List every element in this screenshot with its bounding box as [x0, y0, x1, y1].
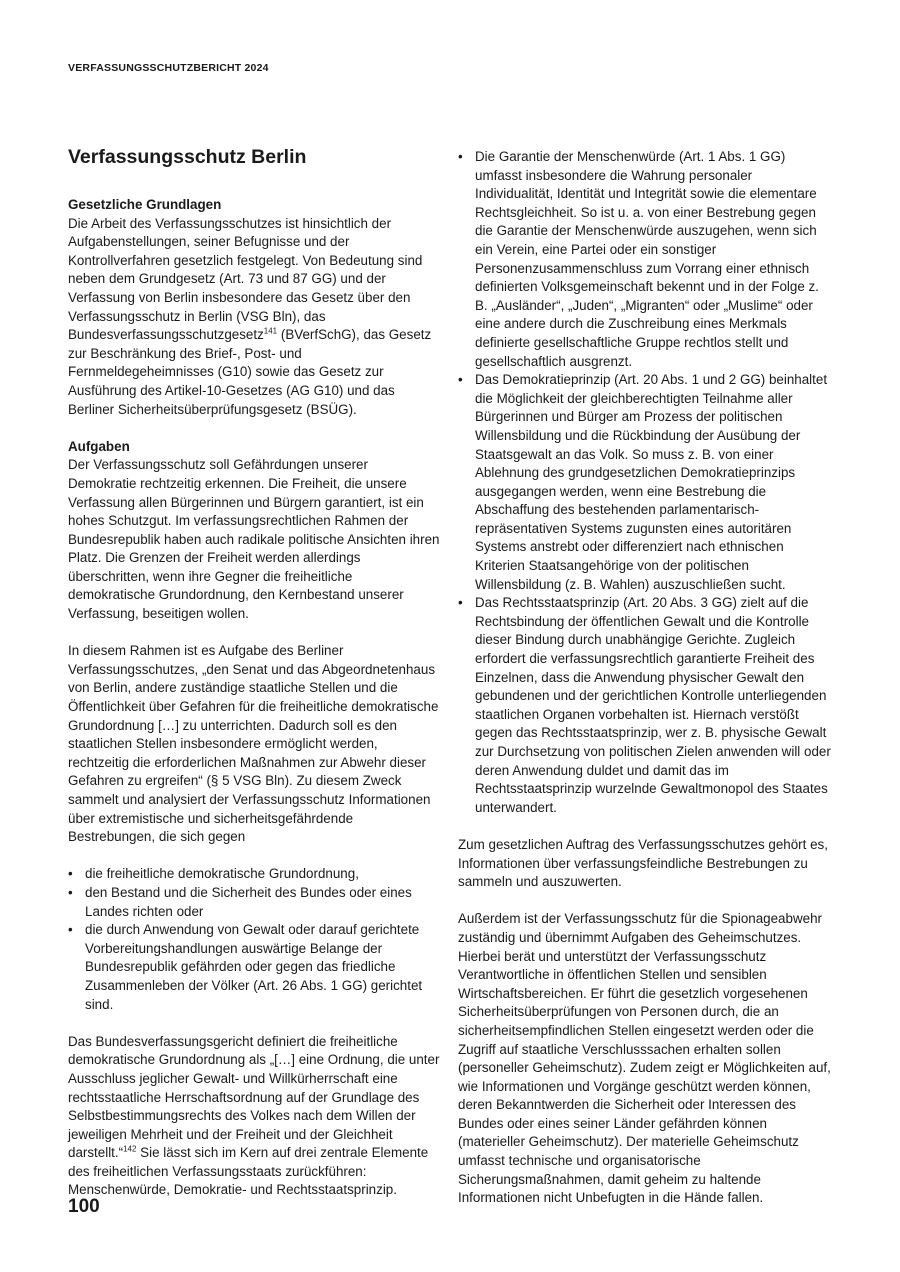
- footnote-ref-141[interactable]: 141: [263, 326, 278, 336]
- paragraph-grundlagen-part-a: Die Arbeit des Verfassungsschutzes ist hinsichtlich der Aufgabenstellungen, seiner Befugnisse und der Kontrollverfahren gesetzlich festgelegt. Von Bedeutung sind neben dem Grundgesetz (Art. 73 und 87 GG) und der Verfassung von Berlin insbesondere das Gesetz über den Verfassungsschutz in Berlin (VSG Bln), das Bundesverfassungsschutzgesetz: [68, 215, 423, 343]
- bullet-list-prinzipien: [458, 148, 834, 817]
- paragraph-aufgaben-1: Der Verfassungsschutz soll Gefährdungen unserer Demokratie rechtzeitig erkennen. Die Freiheit, die unsere Verfassung allen Bürgerinnen und Bürgern garantiert, ist ein hohes Schutzgut. Im verfassungsrechtlichen Rahmen der Bundesrepublik haben auch radikale politische Ansichten ihren Platz. Die Grenzen der Freiheit werden allerdings überschritten, wenn ihre Gegner die freiheitliche demokratische Grundordnung, den Kernbestand unserer Verfassung, beseitigen wollen.: [68, 457, 440, 622]
- paragraph-aufgaben-3-part-a: Das Bundesverfassungsgericht definiert die freiheitliche demokratische Grundordnung als „[…] eine Ordnung, die unter Ausschluss jeglicher Gewalt- und Willkürherrschaft eine rechtsstaatliche Herrschaftsordnung auf der Grundlage des Selbstbestimmungsrechts des Volkes nach dem Willen der jeweiligen Mehrheit und der Freiheit und der Gleichheit darstellt.“: [68, 1033, 440, 1161]
- page-title: Verfassungsschutz Berlin: [68, 146, 307, 168]
- list-item-menschenwuerde: • Die Garantie der Menschenwürde (Art. 1 Abs. 1 GG) umfasst insbesondere die Wahrung personaler Individualität, Identität und Integrität sowie die elementare Rechtsgleichheit. So ist u. a. von einer Bestrebung gegen die Garantie der Menschenwürde auszugehen, wenn sich ein Verein, eine Partei oder ein sonstiger Personenzusammenschluss zum Vorrang einer ethnisch definierten Volksgemeinschaft bekennt und in der Folge z. B. „Ausländer“, „Juden“, „Migranten“ oder „Muslime“ oder eine andere durch die Zuschreibung eines Merkmals definierte gesellschaftliche Gruppe rechtlos stellt und gesellschaftlich ausgrenzt.: [458, 148, 834, 371]
- running-header: VERFASSUNGSSCHUTZBERICHT 2024: [68, 62, 269, 74]
- list-item: • die freiheitliche demokratische Grundordnung,: [68, 865, 440, 884]
- heading-gesetzliche-grundlagen: Gesetzliche Grundlagen: [68, 197, 222, 212]
- paragraph-aufgaben-3: [68, 1033, 440, 1200]
- footnote-ref-142[interactable]: 142: [123, 1144, 137, 1154]
- right-column: [458, 144, 834, 1226]
- list-item-rechtsstaatsprinzip: • Das Rechtsstaatsprinzip (Art. 20 Abs. 3 GG) zielt auf die Rechtsbindung der öffentlichen Gewalt und die Kontrolle dieser Bindung durch unabhängige Gerichte. Zugleich erfordert die verfassungsrechtlich garantierte Freiheit des Einzelnen, dass die Anwendung physischer Gewalt den gebundenen und der gerichtlichen Kontrolle unterliegenden staatlichen Organen vorbehalten ist. Hiernach verstößt gegen das Rechtsstaatsprinzip, wer z. B. physische Gewalt zur Durchsetzung von politischen Zielen anwenden will oder deren Anwendung duldet und damit das im Rechtsstaatsprinzip wurzelnde Gewaltmonopol des Staates unterwandert.: [458, 594, 834, 817]
- list-item: • den Bestand und die Sicherheit des Bundes oder eines Landes richten oder: [68, 884, 440, 921]
- paragraph-spionageabwehr: Außerdem ist der Verfassungsschutz für die Spionageabwehr zuständig und übernimmt Aufgaben des Geheimschutzes. Hierbei berät und unterstützt der Verfassungsschutz Verantwortliche in öffentlichen Stellen und sensiblen Wirtschaftsbereichen. Er führt die gesetzlich vorgesehenen Sicherheitsüberprüfungen von Personen durch, die an sicherheitsempfindlichen Stellen eingesetzt werden oder die Zugriff auf staatliche Verschlusssachen erhalten sollen (personeller Geheimschutz). Zudem zeigt er Möglichkeiten auf, wie Informationen und Vorgänge geschützt werden können, deren Bekanntwerden die Sicherheit oder Interessen des Bundes oder eines seiner Länder gefährden können (materieller Geheimschutz). Der materielle Geheimschutz umfasst technische und organisatorische Sicherungsmaßnahmen, damit geheim zu haltende Informationen nicht Unbefugten in die Hände fallen.: [458, 911, 831, 1206]
- list-item: • die durch Anwendung von Gewalt oder darauf gerichtete Vorbereitungshandlungen auswärtige Belange der Bundesrepublik gefährden oder gegen das friedliche Zusammenleben der Völker (Art. 26 Abs. 1 GG) gerichtet sind.: [68, 921, 440, 1014]
- list-item-demokratieprinzip: • Das Demokratieprinzip (Art. 20 Abs. 1 und 2 GG) beinhaltet die Möglichkeit der gleichberechtigten Teilnahme aller Bürgerinnen und Bürger am Prozess der politischen Willensbildung und die Rückbindung der Ausübung der Staatsgewalt an das Volk. So muss z. B. von einer Ablehnung des grundgesetzlichen Demokratieprinzips ausgegangen werden, wenn eine Bestrebung die Abschaffung des bestehenden parlamentarisch-repräsentativen Systems zugunsten eines autoritären Systems anstrebt oder differenziert nach ethnischen Kriterien Staatsangehörige von der politischen Willensbildung (z. B. Wahlen) auszuschließen sucht.: [458, 371, 834, 594]
- paragraph-auftrag: Zum gesetzlichen Auftrag des Verfassungsschutzes gehört es, Informationen über verfassungsfeindliche Bestrebungen zu sammeln und auszuwerten.: [458, 836, 828, 890]
- page-number: 100: [68, 1196, 100, 1217]
- left-column: [68, 144, 440, 1219]
- paragraph-grundlagen: [68, 215, 440, 420]
- paragraph-aufgaben-3-part-b: Sie lässt sich im Kern auf drei zentrale Elemente des freiheitlichen Verfassungsstaats zurückführen: Menschenwürde, Demokratie- und Rechtsstaatsprinzip.: [68, 1145, 429, 1198]
- bullet-list-bestrebungen: [68, 865, 440, 1014]
- heading-aufgaben: Aufgaben: [68, 438, 130, 454]
- paragraph-grundlagen-part-b: (BVerfSchG), das Gesetz zur Beschränkung des Brief-, Post- und Fernmeldegeheimnisses (G10) sowie das Gesetz zur Ausführung des Artikel-10-Gesetzes (AG G10) und das Berliner Sicherheitsüberprüfungsgesetz (BSÜG).: [68, 327, 432, 417]
- paragraph-aufgaben-2: In diesem Rahmen ist es Aufgabe des Berliner Verfassungsschutzes, „den Senat und das Abgeordnetenhaus von Berlin, andere zuständige staatliche Stellen und die Öffentlichkeit über Gefahren für die freiheitliche demokratische Grundordnung […] zu unterrichten. Dadurch soll es den staatlichen Stellen insbesondere ermöglicht werden, rechtzeitig die erforderlichen Maßnahmen zur Abwehr dieser Gefahren zu ergreifen“ (§ 5 VSG Bln). Zu diesem Zweck sammelt und analysiert der Verfassungsschutz Informationen über extremistische und sicherheitsgefährdende Bestrebungen, die sich gegen: [68, 643, 439, 845]
